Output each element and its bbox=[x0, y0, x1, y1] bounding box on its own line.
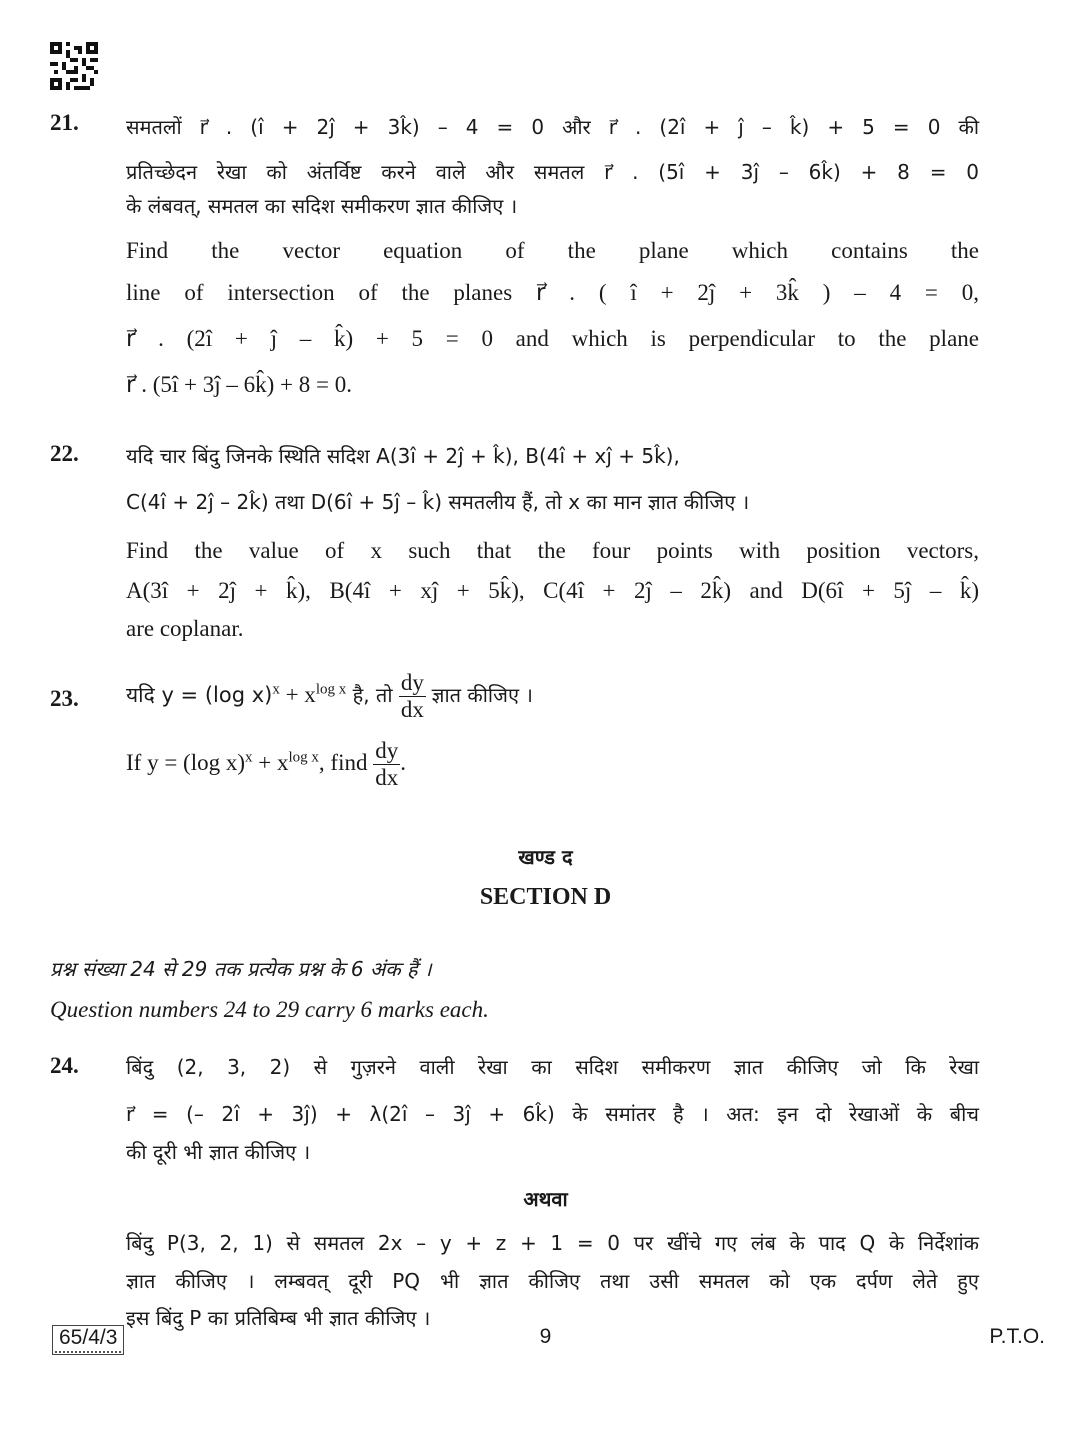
q21-english-line-4: r⃗ . (5î + 3ĵ – 6k̂) + 8 = 0. bbox=[126, 372, 352, 397]
q22-hindi-line-2: C(4î + 2ĵ – 2k̂) तथा D(6î + 5ĵ – k̂) समतलीय हैं, तो x का मान ज्ञात कीजिए । bbox=[126, 490, 750, 514]
q22-english-line-3: are coplanar. bbox=[126, 616, 244, 641]
q21-hindi-line-2: प्रतिच्छेदन रेखा को अंतर्विष्ट करने वाले और समतल r⃗ . (5î + 3ĵ – 6k̂) + 8 = 0 bbox=[126, 160, 979, 184]
q24-or-line-2: ज्ञात कीजिए । लम्बवत् दूरी PQ भी ज्ञात कीजिए तथा उसी समतल को एक दर्पण लेते हुए bbox=[126, 1269, 979, 1293]
question-number: 21. bbox=[50, 110, 79, 135]
question-number: 23. bbox=[50, 686, 79, 711]
or-label: अथवा bbox=[523, 1187, 568, 1211]
section-hindi-note: प्रश्न संख्या 24 से 29 तक प्रत्येक प्रश्न के 6 अंक हैं । bbox=[50, 957, 432, 981]
dy-dx-fraction: $\frac{dy}{dx}$ bbox=[375, 738, 399, 791]
question-number: 24. bbox=[50, 1053, 79, 1078]
q24-hindi-line-2: r⃗ = (– 2î + 3ĵ) + λ(2î – 3ĵ + 6k̂) के समांतर है । अत: इन दो रेखाओं के बीच bbox=[126, 1102, 979, 1126]
q21-english-line-2: line of intersection of the planes r⃗ . ( î + 2ĵ + 3k̂ ) – 4 = 0, bbox=[126, 280, 979, 305]
section-english-title: SECTION D bbox=[479, 884, 612, 910]
question-number: 22. bbox=[50, 441, 79, 466]
q22-english-line-2: A(3î + 2ĵ + k̂), B(4î + xĵ + 5k̂), C(4î + 2ĵ – 2k̂) and D(6î + 5ĵ – k̂) bbox=[126, 578, 979, 603]
q24-or-line-3: इस बिंदु P का प्रतिबिम्ब भी ज्ञात कीजिए । bbox=[126, 1306, 431, 1330]
q21-english-line-1: Find the vector equation of the plane which contains the bbox=[126, 238, 979, 263]
q21-hindi-line-3: के लंबवत्, समतल का सदिश समीकरण ज्ञात कीजिए । bbox=[126, 194, 518, 218]
section-english-note: Question numbers 24 to 29 carry 6 marks each. bbox=[50, 997, 489, 1022]
qr-code bbox=[50, 42, 98, 90]
q22-english-line-1: Find the value of x such that the four points with position vectors, bbox=[126, 538, 979, 563]
q22-hindi-line-1: यदि चार बिंदु जिनके स्थिति सदिश A(3î + 2ĵ + k̂), B(4î + xĵ + 5k̂), bbox=[126, 444, 680, 468]
q24-or-line-1: बिंदु P(3, 2, 1) से समतल 2x – y + z + 1 = 0 पर खींचे गए लंब के पाद Q के निर्देशांक bbox=[126, 1231, 979, 1255]
q21-hindi-line-1: समतलों r⃗ . (î + 2ĵ + 3k̂) – 4 = 0 और r⃗ . (2î + ĵ – k̂) + 5 = 0 की bbox=[126, 115, 979, 139]
please-turn-over: P.T.O. bbox=[989, 1325, 1045, 1348]
page-number: 9 bbox=[539, 1325, 552, 1348]
dy-dx-fraction: $\frac{dy}{dx}$ bbox=[400, 670, 424, 723]
q24-hindi-line-1: बिंदु (2, 3, 2) से गुज़रने वाली रेखा का सदिश समीकरण ज्ञात कीजिए जो कि रेखा bbox=[126, 1055, 979, 1079]
q23-hindi-line: यदि y = (log $x)^x + x^{log x}$ है, तो $\frac{dy}{dx}$ ज्ञात कीजिए । bbox=[126, 670, 533, 723]
q21-english-line-3: r⃗ . (2î + ĵ – k̂) + 5 = 0 and which is perpendicular to the plane bbox=[126, 326, 979, 351]
q24-hindi-line-3: की दूरी भी ज्ञात कीजिए । bbox=[126, 1140, 311, 1164]
section-hindi-title: खण्ड द bbox=[518, 845, 573, 869]
paper-code: 65/4/3 bbox=[52, 1325, 124, 1355]
q23-english-line: If y = (log $x)^x + x^{log x}$, find $\frac{dy}{dx}$ . bbox=[126, 738, 406, 791]
